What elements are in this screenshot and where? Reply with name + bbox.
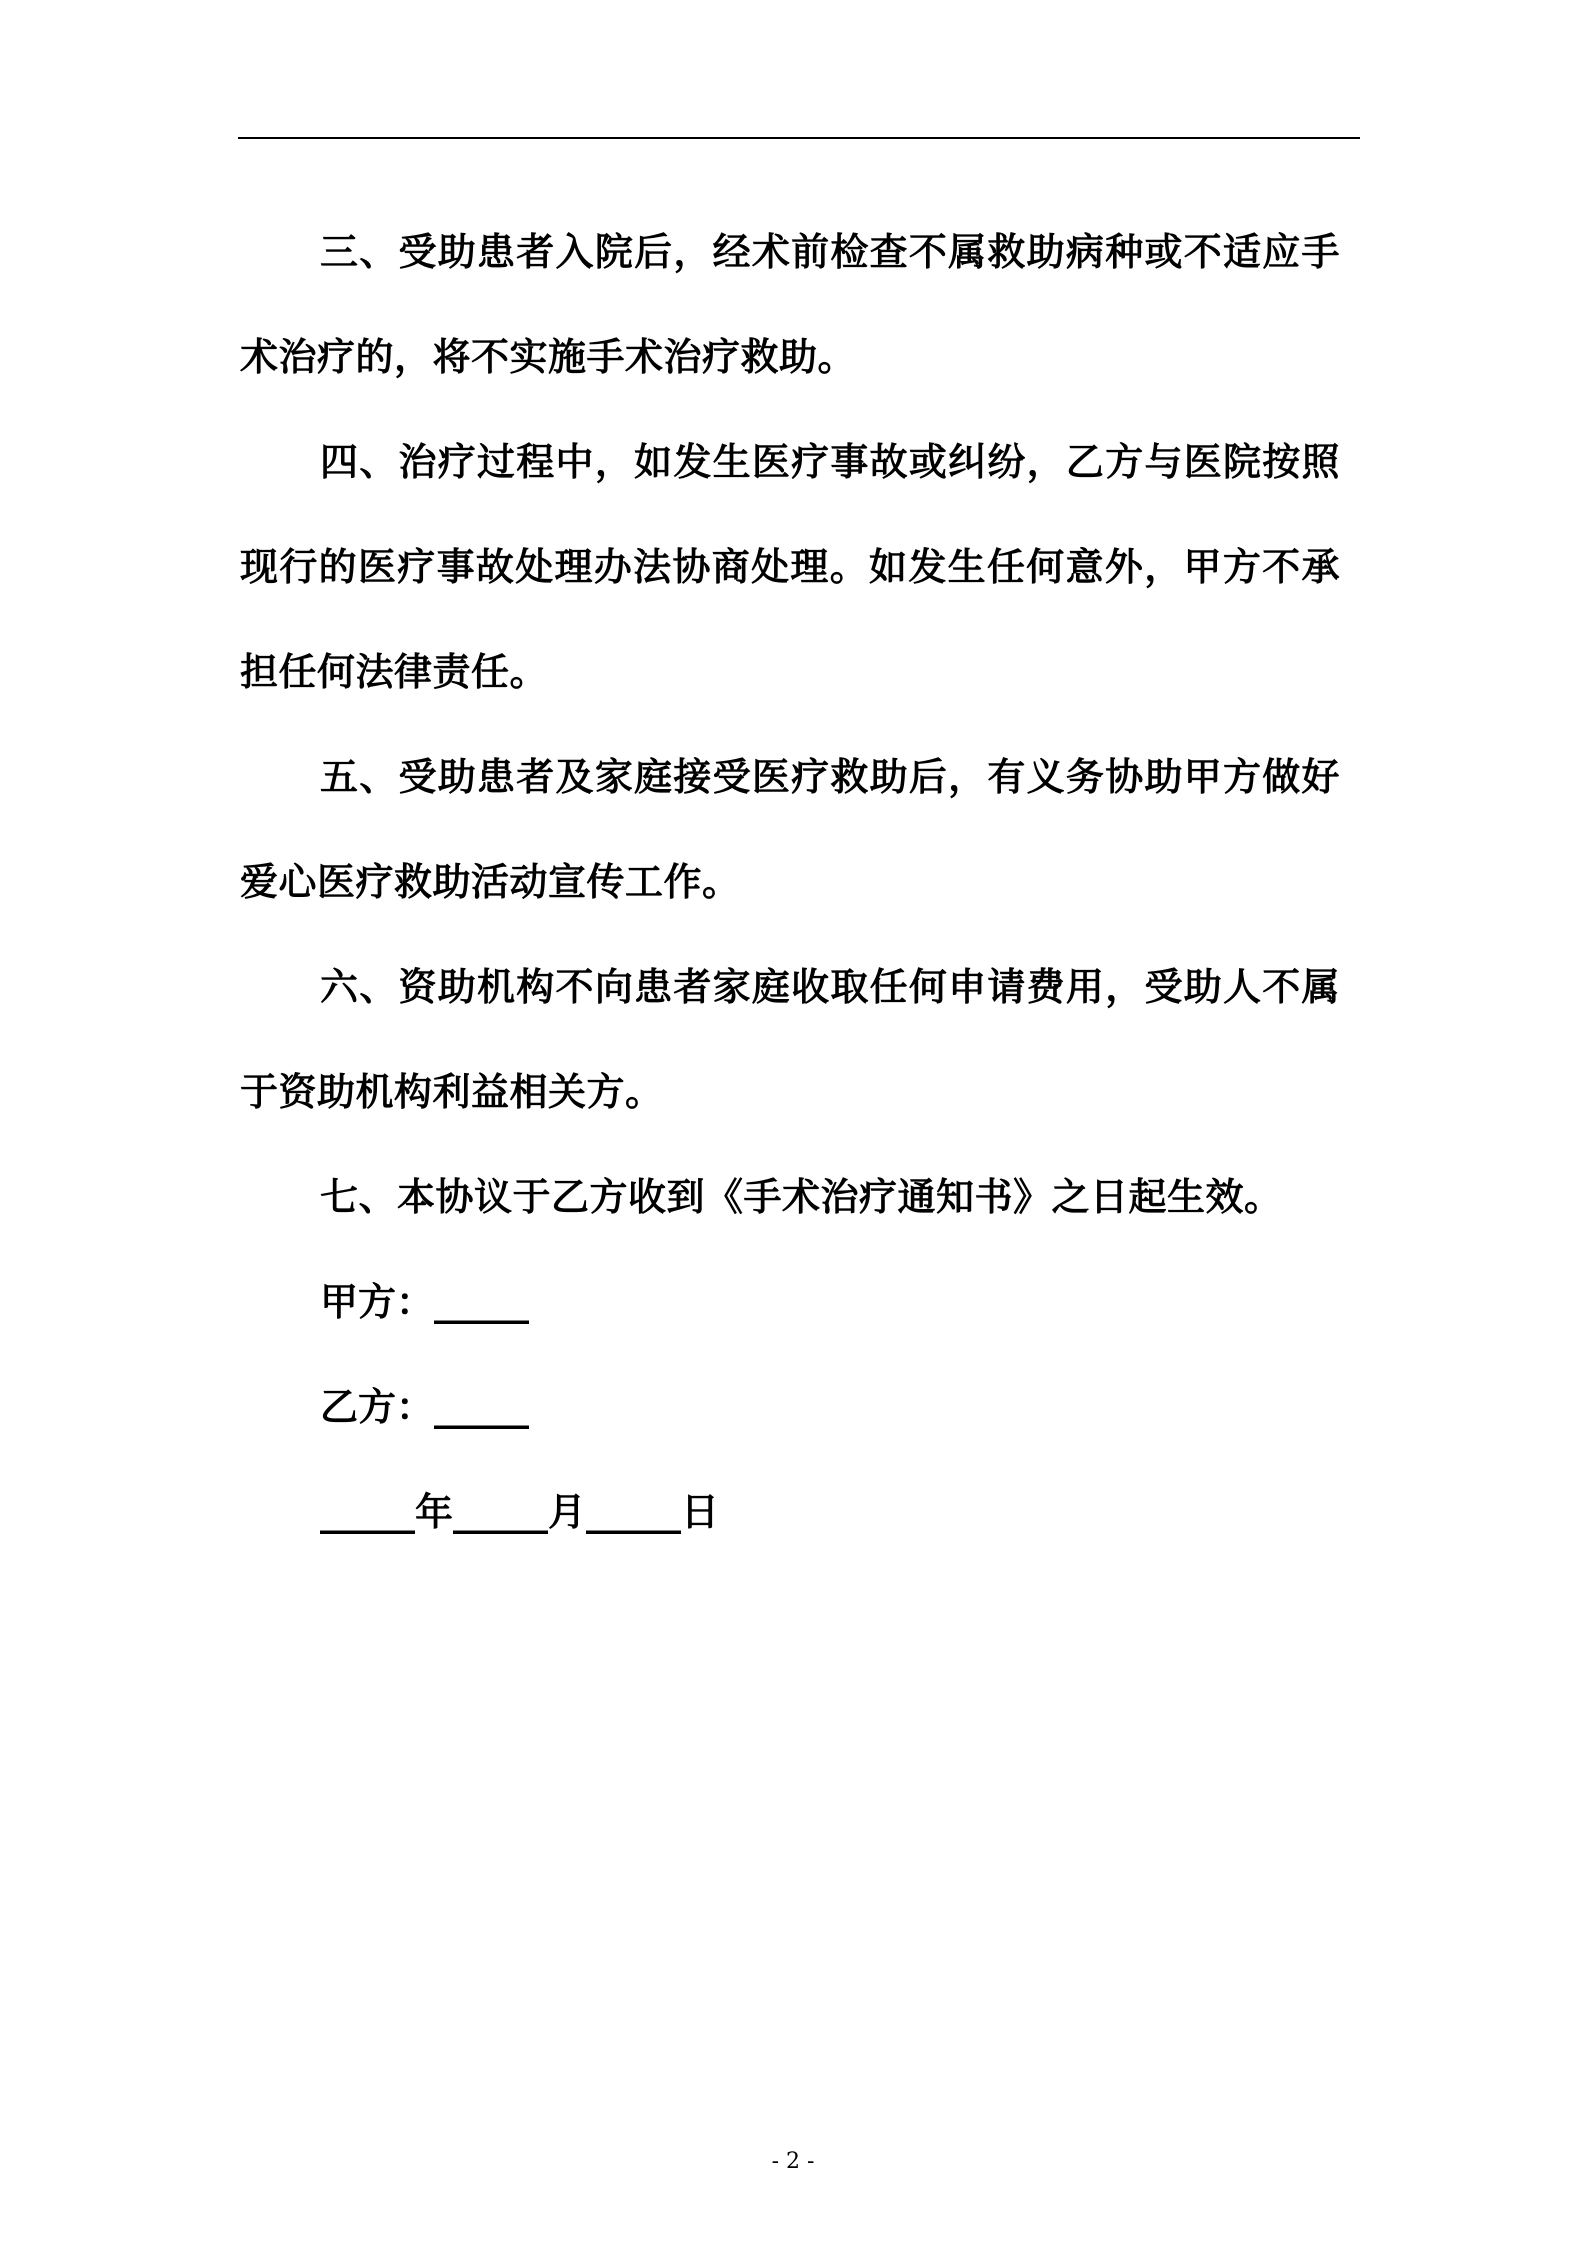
header-rule — [238, 137, 1360, 139]
clause-seven: 七、本协议于乙方收到《手术治疗通知书》之日起生效。 — [320, 1175, 1283, 1219]
clause-three: 三、受助患者入院后，经术前检查不属救助病种或不适应手术治疗的，将不实施手术治疗救助。 — [240, 230, 1340, 379]
page-number: - 2 - — [771, 2149, 815, 2174]
signature-date: _____年_____月_____日 — [320, 1490, 720, 1534]
party-a-signature: 甲方：_____ — [320, 1280, 530, 1324]
party-b-signature: 乙方：_____ — [320, 1385, 530, 1429]
clause-six: 六、资助机构不向患者家庭收取任何申请费用，受助人不属于资助机构利益相关方。 — [240, 965, 1340, 1114]
document-body — [240, 200, 1340, 1565]
clause-five: 五、受助患者及家庭接受医疗救助后，有义务协助甲方做好爱心医疗救助活动宣传工作。 — [240, 755, 1340, 904]
clause-four: 四、治疗过程中，如发生医疗事故或纠纷，乙方与医院按照现行的医疗事故处理办法协商处理。如发生任何意外，甲方不承担任何法律责任。 — [240, 440, 1340, 694]
